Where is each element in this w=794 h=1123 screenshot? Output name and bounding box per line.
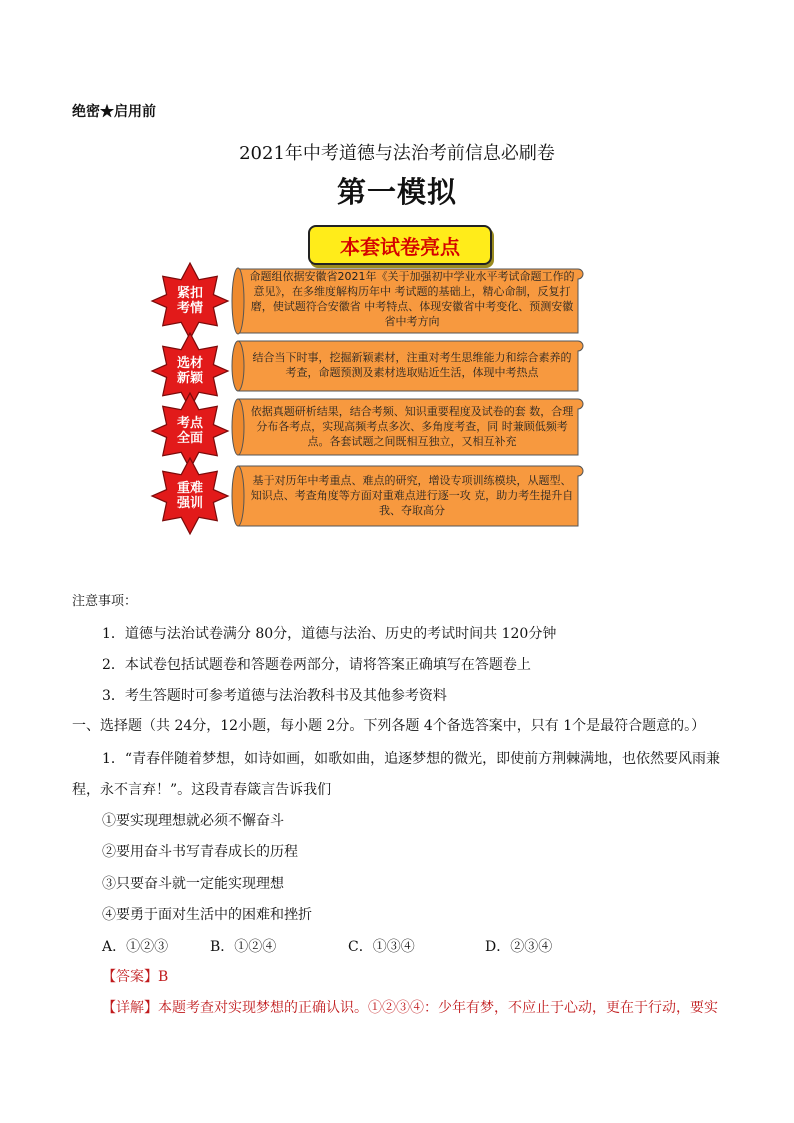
highlight-text-2: 结合当下时事，挖掘新颖素材，注重对考生思维能力和综合素养的考查，命题预测及素材选取贴近生活，体现中考热点 xyxy=(252,351,572,379)
statement-item: ④要勇于面对生活中的困难和挫折 xyxy=(102,907,312,923)
option-a: A．①②③ xyxy=(102,939,169,955)
highlight-badge-4 xyxy=(150,456,230,536)
highlight-scroll-1 xyxy=(230,263,586,328)
note-item: 2．本试卷包括试题卷和答题卷两部分，请将答案正确填写在答题卷上 xyxy=(102,657,531,673)
detail-line xyxy=(102,998,718,1018)
answer-tag: 【答案】 xyxy=(102,969,158,985)
badge-line-1: 选材 xyxy=(176,356,203,371)
badge-line-2: 强训 xyxy=(176,496,203,511)
highlight-text-4: 基于对历年中考重点、难点的研究，增设专项训练模块，从题型、知识点、考查角度等方面对重难点进行逐一攻 克，助力考生提升自我、夺取高分 xyxy=(250,473,574,517)
highlight-scroll-3 xyxy=(230,395,586,453)
section-heading: 一、选择题（共 24分，12小题，每小题 2分。下列各题 4个备选答案中，只有 1个是最符合题意的。） xyxy=(72,718,706,734)
confidential-mark: 绝密★启用前 xyxy=(72,104,156,120)
document-title: 2021年中考道德与法治考前信息必刷卷 xyxy=(239,143,555,164)
badge-line-1: 重难 xyxy=(176,481,203,496)
highlight-scroll-2 xyxy=(230,337,586,395)
detail-tag: 【详解】 xyxy=(102,1000,158,1016)
badge-line-1: 考点 xyxy=(176,416,203,431)
question-stem-line-2: 程，永不言弃！”。这段青春箴言告诉我们 xyxy=(72,782,332,798)
option-d: D．②③④ xyxy=(485,939,553,955)
document-subtitle: 第一模拟 xyxy=(336,175,457,209)
notes-heading: 注意事项： xyxy=(72,594,138,609)
badge-line-2: 考情 xyxy=(176,301,203,316)
statement-item: ①要实现理想就必须不懈奋斗 xyxy=(102,813,284,829)
highlights-banner: 本套试卷亮点 xyxy=(308,225,492,265)
answer-line xyxy=(102,967,168,987)
question-stem-line-1: 1．“青春伴随着梦想，如诗如画，如歌如曲，追逐梦想的微光，即使前方荆棘满地，也依然要风雨兼 xyxy=(102,751,721,767)
highlight-text-3: 依据真题研析结果，结合考频、知识重要程度及试卷的套 数，合理分布各考点，实现高频考点多次、多角度考查，同 时兼顾低频考点。各套试题之间既相互独立，又相互补充 xyxy=(250,404,574,448)
option-c: C．①③④ xyxy=(348,939,415,955)
badge-line-2: 新颖 xyxy=(176,371,203,386)
answer-value: B xyxy=(158,969,169,985)
note-item: 3．考生答题时可参考道德与法治教科书及其他参考资料 xyxy=(102,688,447,704)
option-b: B．①②④ xyxy=(210,939,277,955)
highlight-scroll-4 xyxy=(230,462,586,520)
statement-item: ③只要奋斗就一定能实现理想 xyxy=(102,876,284,892)
highlight-text-1: 命题组依据安徽省2021年《关于加强初中学业水平考试命题工作的意见》，在多维度解构历年中 考试题的基础上，精心命制，反复打磨，使试题符合安徽省 中考特点、体现安徽省中考变化、预测安徽省中考方向 xyxy=(249,270,575,328)
highlight-badge-1 xyxy=(150,261,230,341)
statement-item: ②要用奋斗书写青春成长的历程 xyxy=(102,844,298,860)
badge-line-1: 紧扣 xyxy=(176,286,203,301)
detail-text: 本题考查对实现梦想的正确认识。①②③④：少年有梦，不应止于心动，更在于行动，要实 xyxy=(158,1000,718,1016)
badge-line-2: 全面 xyxy=(176,431,203,446)
note-item: 1．道德与法治试卷满分 80分，道德与法治、历史的考试时间共 120分钟 xyxy=(102,626,557,642)
